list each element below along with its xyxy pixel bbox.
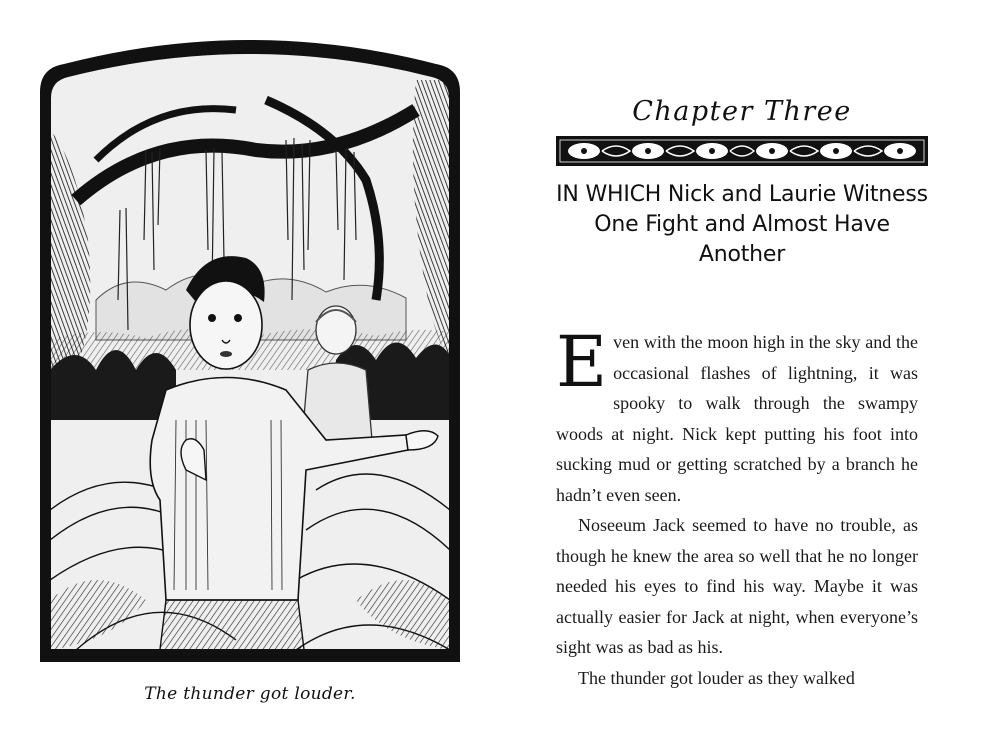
chapter-ornament [556, 136, 928, 166]
illustration-caption: The thunder got louder. [144, 684, 356, 704]
chapter-title-line-2: One Fight and Almost Have Another [594, 212, 890, 267]
paragraph-3: The thunder got louder as they walked [578, 667, 855, 688]
paragraph-1 [556, 321, 918, 510]
chapter-illustration [36, 40, 464, 666]
illustration-artwork [36, 40, 464, 666]
chapter-body [556, 321, 918, 693]
swamp-scene [36, 40, 464, 666]
paragraph-1-text: ven with the moon high in the sky and the occasional flashes of lightning, it was spooky to walk through the swampy woods at night. Nick kept putting his foot into sucking mud or getting scratched by a branch he hadn’t even seen. [556, 332, 918, 505]
drop-cap: E [556, 321, 608, 403]
chapter-title [556, 180, 928, 270]
chapter-number: Chapter Three [632, 96, 852, 127]
chapter-title-line-1: IN WHICH Nick and Laurie Witness [556, 182, 928, 207]
ornament-border-icon [556, 136, 928, 166]
paragraph-2: Noseeum Jack seemed to have no trouble, as though he knew the area so well that he no longer needed his eyes to find his way. Maybe it was actually easier for Jack at night, when everyone’s sight was as bad as his. [556, 515, 918, 657]
